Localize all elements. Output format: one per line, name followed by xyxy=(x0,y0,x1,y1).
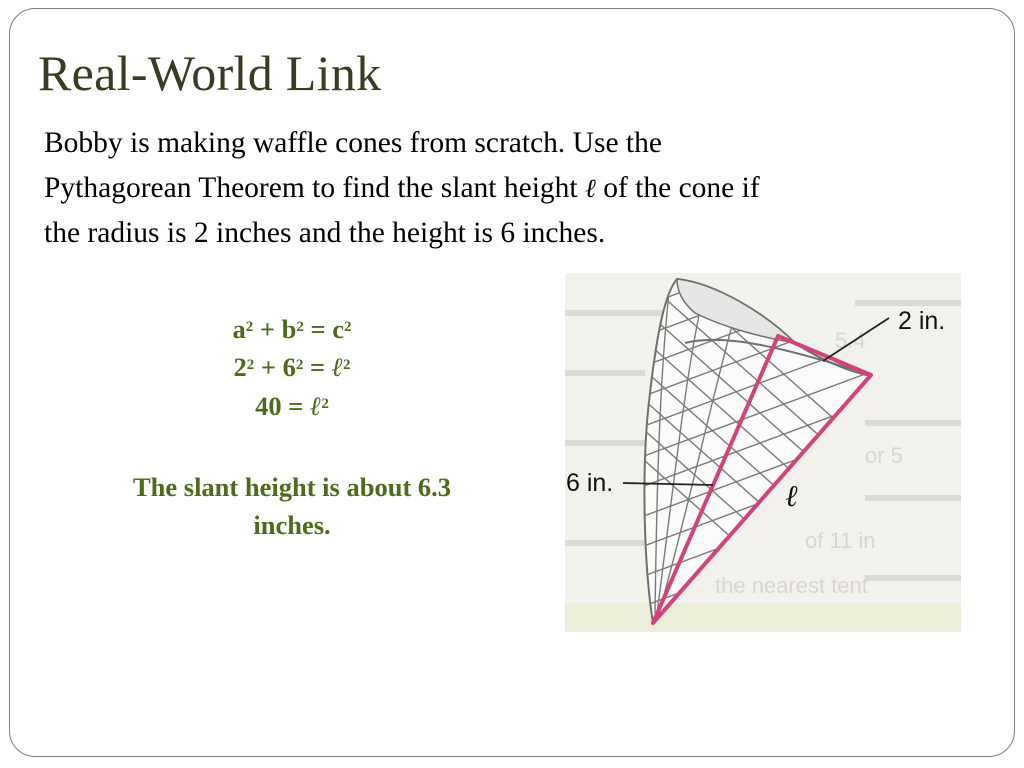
eq1-exp-b: 2 xyxy=(296,319,304,335)
equation-2 xyxy=(70,348,514,387)
scan-text-4: the nearest tent xyxy=(715,573,868,598)
eq2-exp-3: 2 xyxy=(343,357,351,373)
conclusion-line-1: The slant height is about 6.3 xyxy=(132,472,452,502)
equation-1 xyxy=(70,310,514,348)
eq3-term: 40 = xyxy=(255,391,311,421)
height-label: 6 in. xyxy=(566,469,614,497)
scan-bottom-tint xyxy=(565,603,961,632)
eq2-term-1: 2 xyxy=(233,352,247,382)
eq1-b: + b xyxy=(253,314,297,344)
scan-text-3: of 11 in xyxy=(805,528,876,553)
slide-title: Real-World Link xyxy=(38,45,382,101)
slant-height-symbol: ℓ xyxy=(584,173,596,204)
eq2-exp-1: 2 xyxy=(246,357,255,373)
problem-line-3: the radius is 2 inches and the height is 6 inches. xyxy=(44,217,606,249)
problem-text xyxy=(44,121,974,256)
slant-label: ℓ xyxy=(785,479,798,514)
equation-3 xyxy=(70,387,514,426)
eq1-exp-a: 2 xyxy=(245,319,254,335)
eq2-exp-2: 2 xyxy=(295,357,304,373)
problem-line-2-end: of the cone if xyxy=(595,171,760,204)
eq3-ell: ℓ xyxy=(310,391,322,422)
cone-diagram xyxy=(565,273,961,632)
eq2-equals: = xyxy=(303,352,332,382)
radius-label: 2 in. xyxy=(898,307,946,335)
problem-line-1: Bobby is making waffle cones from scratch. Use the xyxy=(44,127,662,159)
eq2-ell: ℓ xyxy=(331,352,344,383)
waffle-cone-figure xyxy=(565,273,961,632)
eq1-exp-c: 2 xyxy=(343,319,352,335)
eq1-c: = c xyxy=(303,314,344,344)
problem-line-2-start: Pythagorean Theorem to find the slant height xyxy=(44,171,585,204)
solution-spacer xyxy=(70,426,514,468)
eq3-exp: 2 xyxy=(321,396,329,412)
solution-block xyxy=(70,310,514,544)
scan-text-1: 5.4 xyxy=(835,328,866,353)
scan-text-2: or 5 xyxy=(865,443,903,468)
eq2-term-2: + 6 xyxy=(254,352,296,382)
eq1-a: a xyxy=(232,314,246,344)
problem-line-2 xyxy=(44,166,974,212)
conclusion-line-2: inches. xyxy=(253,510,331,540)
